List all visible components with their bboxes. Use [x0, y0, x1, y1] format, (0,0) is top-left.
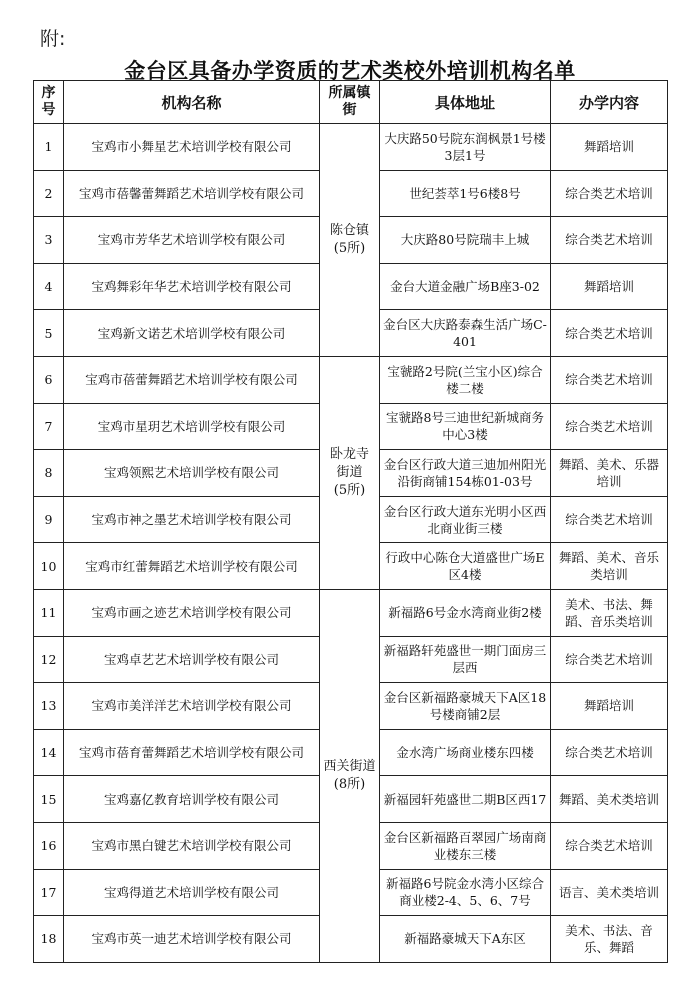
- row-number: 6: [34, 356, 64, 403]
- address-cell: 金台区行政大道东光明小区西北商业街三楼: [380, 496, 551, 543]
- table-body: [34, 124, 668, 963]
- town-cell: 陈仓镇 (5所): [320, 124, 380, 357]
- address-cell: 新福路6号院金水湾小区综合商业楼2-4、5、6、7号: [380, 869, 551, 916]
- content-cell: 舞蹈、美术、音乐类培训: [551, 543, 668, 590]
- header-seq: 序号: [34, 81, 64, 124]
- institution-name: 宝鸡市星玥艺术培训学校有限公司: [64, 403, 320, 450]
- row-number: 2: [34, 170, 64, 217]
- institution-name: 宝鸡市画之迹艺术培训学校有限公司: [64, 589, 320, 636]
- institution-name: 宝鸡市芳华艺术培训学校有限公司: [64, 217, 320, 264]
- row-number: 5: [34, 310, 64, 357]
- institution-name: 宝鸡市蓓馨蕾舞蹈艺术培训学校有限公司: [64, 170, 320, 217]
- row-number: 16: [34, 822, 64, 869]
- content-cell: 综合类艺术培训: [551, 310, 668, 357]
- address-cell: 新福园轩苑盛世二期B区西17: [380, 776, 551, 823]
- row-number: 9: [34, 496, 64, 543]
- row-number: 10: [34, 543, 64, 590]
- table-header-row: [34, 81, 668, 124]
- content-cell: 综合类艺术培训: [551, 496, 668, 543]
- address-cell: 大庆路50号院东润枫景1号楼3层1号: [380, 124, 551, 171]
- row-number: 17: [34, 869, 64, 916]
- document-title: 金台区具备办学资质的艺术类校外培训机构名单: [124, 59, 576, 83]
- row-number: 12: [34, 636, 64, 683]
- address-cell: 金台区行政大道三迪加州阳光沿街商铺154栋01-03号: [380, 450, 551, 497]
- content-cell: 综合类艺术培训: [551, 636, 668, 683]
- row-number: 15: [34, 776, 64, 823]
- address-cell: 宝虢路2号院(兰宝小区)综合楼二楼: [380, 356, 551, 403]
- content-cell: 舞蹈培训: [551, 124, 668, 171]
- institution-name: 宝鸡得道艺术培训学校有限公司: [64, 869, 320, 916]
- row-number: 18: [34, 916, 64, 963]
- content-cell: 舞蹈、美术、乐器培训: [551, 450, 668, 497]
- institution-name: 宝鸡嘉亿教育培训学校有限公司: [64, 776, 320, 823]
- content-cell: 综合类艺术培训: [551, 822, 668, 869]
- content-cell: 舞蹈培训: [551, 263, 668, 310]
- table-row: [34, 589, 668, 636]
- content-cell: 语言、美术类培训: [551, 869, 668, 916]
- address-cell: 金台区大庆路泰森生活广场C-401: [380, 310, 551, 357]
- content-cell: 舞蹈、美术类培训: [551, 776, 668, 823]
- content-cell: 美术、书法、舞蹈、音乐类培训: [551, 589, 668, 636]
- institution-name: 宝鸡领熙艺术培训学校有限公司: [64, 450, 320, 497]
- town-cell: 西关街道 (8所): [320, 589, 380, 962]
- address-cell: 新福路6号金水湾商业街2楼: [380, 589, 551, 636]
- content-cell: 综合类艺术培训: [551, 729, 668, 776]
- content-cell: 综合类艺术培训: [551, 403, 668, 450]
- row-number: 1: [34, 124, 64, 171]
- institution-name: 宝鸡市神之墨艺术培训学校有限公司: [64, 496, 320, 543]
- content-cell: 美术、书法、音乐、舞蹈: [551, 916, 668, 963]
- table-row: [34, 124, 668, 171]
- institution-name: 宝鸡市红蕾舞蹈艺术培训学校有限公司: [64, 543, 320, 590]
- row-number: 8: [34, 450, 64, 497]
- institution-name: 宝鸡卓艺艺术培训学校有限公司: [64, 636, 320, 683]
- header-name: 机构名称: [64, 81, 320, 124]
- institution-name: 宝鸡市英一迪艺术培训学校有限公司: [64, 916, 320, 963]
- row-number: 13: [34, 683, 64, 730]
- row-number: 14: [34, 729, 64, 776]
- row-number: 3: [34, 217, 64, 264]
- institution-name: 宝鸡市黑白键艺术培训学校有限公司: [64, 822, 320, 869]
- institution-name: 宝鸡舞彩年华艺术培训学校有限公司: [64, 263, 320, 310]
- address-cell: 世纪荟萃1号6楼8号: [380, 170, 551, 217]
- content-cell: 综合类艺术培训: [551, 217, 668, 264]
- row-number: 7: [34, 403, 64, 450]
- institution-name: 宝鸡市蓓蕾舞蹈艺术培训学校有限公司: [64, 356, 320, 403]
- address-cell: 大庆路80号院瑞丰上城: [380, 217, 551, 264]
- institution-name: 宝鸡市小舞星艺术培训学校有限公司: [64, 124, 320, 171]
- institution-name: 宝鸡新文诺艺术培训学校有限公司: [64, 310, 320, 357]
- address-cell: 宝虢路8号三迪世纪新城商务中心3楼: [380, 403, 551, 450]
- table-row: [34, 356, 668, 403]
- content-cell: 综合类艺术培训: [551, 356, 668, 403]
- institution-name: 宝鸡市美洋洋艺术培训学校有限公司: [64, 683, 320, 730]
- address-cell: 新福路轩苑盛世一期门面房三层西: [380, 636, 551, 683]
- content-cell: 综合类艺术培训: [551, 170, 668, 217]
- address-cell: 金水湾广场商业楼东四楼: [380, 729, 551, 776]
- address-cell: 金台区新福路百翠园广场南商业楼东三楼: [380, 822, 551, 869]
- header-content: 办学内容: [551, 81, 668, 124]
- row-number: 4: [34, 263, 64, 310]
- address-cell: 行政中心陈仓大道盛世广场E区4楼: [380, 543, 551, 590]
- attachment-label: 附:: [40, 28, 66, 50]
- institution-name: 宝鸡市蓓育蕾舞蹈艺术培训学校有限公司: [64, 729, 320, 776]
- header-town: 所属镇街: [320, 81, 380, 124]
- row-number: 11: [34, 589, 64, 636]
- address-cell: 金台大道金融广场B座3-02: [380, 263, 551, 310]
- content-cell: 舞蹈培训: [551, 683, 668, 730]
- institution-table: [33, 80, 668, 963]
- header-address: 具体地址: [380, 81, 551, 124]
- address-cell: 新福路豪城天下A东区: [380, 916, 551, 963]
- town-cell: 卧龙寺 街道 (5所): [320, 356, 380, 589]
- address-cell: 金台区新福路豪城天下A区18号楼商铺2层: [380, 683, 551, 730]
